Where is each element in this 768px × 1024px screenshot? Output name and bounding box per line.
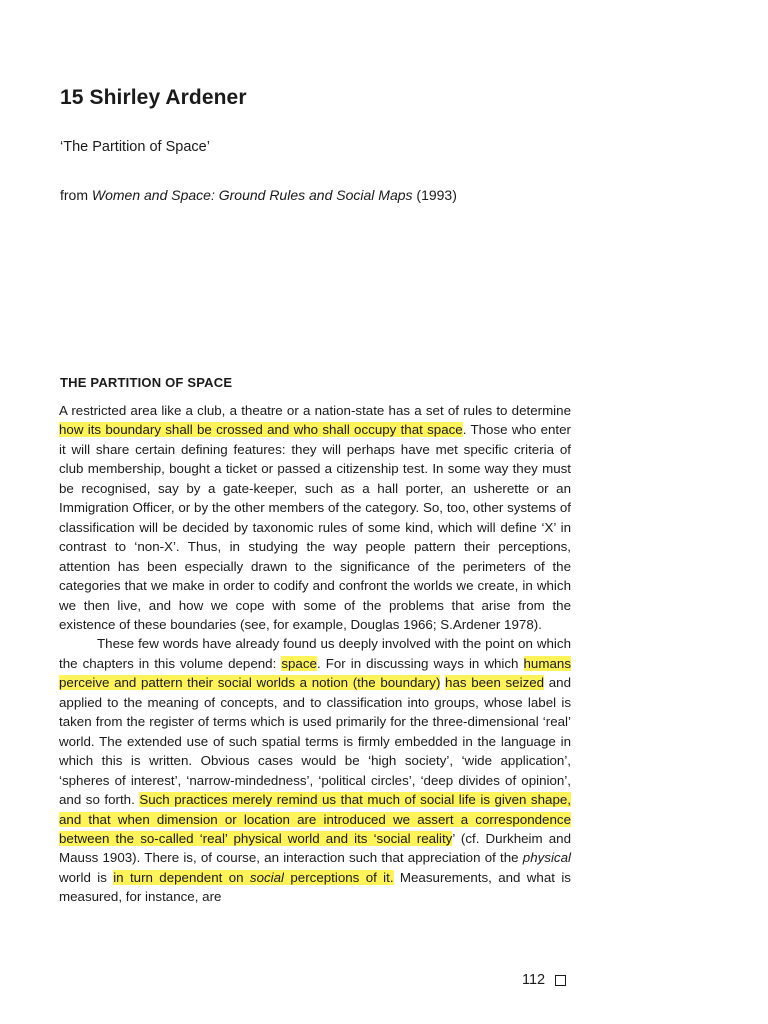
square-outline-icon	[555, 975, 566, 986]
chapter-subtitle: ‘The Partition of Space’	[60, 139, 210, 155]
text-segment: These few words have already found us deeply involved with the point on which the chapters in this volume depend:	[59, 636, 571, 671]
section-heading: THE PARTITION OF SPACE	[60, 375, 233, 390]
chapter-title: 15 Shirley Ardener	[60, 86, 247, 109]
text-segment: and applied to the meaning of concepts, and to classification into groups, whose label is taken from the register of terms which is used primarily for the three-dimensional ‘real’ world. The extended use of such spatial terms is firmly embedded in the language in which this is written. Obvious cases would be ‘high society’, ‘wide application’, ‘spheres of interest’, ‘narrow-mindedness’, ‘political circles’, ‘deep divides of opinion’, and so forth.	[59, 675, 571, 808]
text-segment: ’ (cf. Durkheim and Mauss 1903). There is, of course, an interaction such that appreciation of the	[59, 830, 571, 866]
source-year: (1993)	[412, 187, 457, 203]
text-segment: physical	[522, 850, 571, 866]
paragraph-2	[59, 634, 571, 906]
page-number: 112	[522, 972, 546, 988]
highlighted-text: in turn dependent on	[113, 869, 250, 885]
text-segment: Measurements, and what is measured, for instance, are	[59, 869, 571, 905]
highlighted-text: Such practices merely remind us that much of social life is given shape, and that when dimension or location are introduced we assert a correspondence between the so-called ‘real’ physical world and its ‘social reality	[59, 792, 571, 846]
text-segment: A restricted area like a club, a theatre or a nation-state has a set of rules to determine	[59, 403, 571, 418]
page-footer	[522, 972, 566, 988]
text-segment: . For in discussing ways in which	[316, 655, 524, 671]
source-title: Women and Space: Ground Rules and Social Maps	[91, 187, 413, 203]
highlighted-text: perceptions of it.	[284, 869, 394, 885]
source-citation	[60, 187, 457, 203]
highlighted-text: social	[249, 869, 285, 885]
source-prefix: from	[60, 187, 92, 203]
text-segment: world is	[59, 869, 114, 885]
text-segment: . Those who enter it will share certain defining features: they will perhaps have met specific criteria of club membership, bought a ticket or passed a citizenship test. In some way they must be recognised, say by a gate-keeper, such as a hall porter, an usherette or an Immigration Officer, or by the other members of the category. So, too, other systems of classification will be decided by taxonomic rules of some kind, which will define ‘X’ in contrast to ‘non-X’. Thus, in studying the way people pattern their perceptions, attention has been especially drawn to the significance of the perimeters of the categories that we make in order to codify and confront the worlds we create, in which we then live, and how we cope with some of the problems that arise from the existence of these boundaries (see, for example, Douglas 1966; S.Ardener 1978).	[59, 422, 571, 632]
highlighted-text: how its boundary shall be crossed and who shall occupy that space	[59, 422, 463, 438]
paragraph-1	[59, 401, 571, 634]
highlighted-text: humans perceive and pattern their social worlds a notion (the boundary)	[59, 655, 571, 691]
highlighted-text: space	[281, 655, 317, 671]
body-text	[59, 401, 571, 907]
highlighted-text: has been seized	[445, 675, 545, 691]
